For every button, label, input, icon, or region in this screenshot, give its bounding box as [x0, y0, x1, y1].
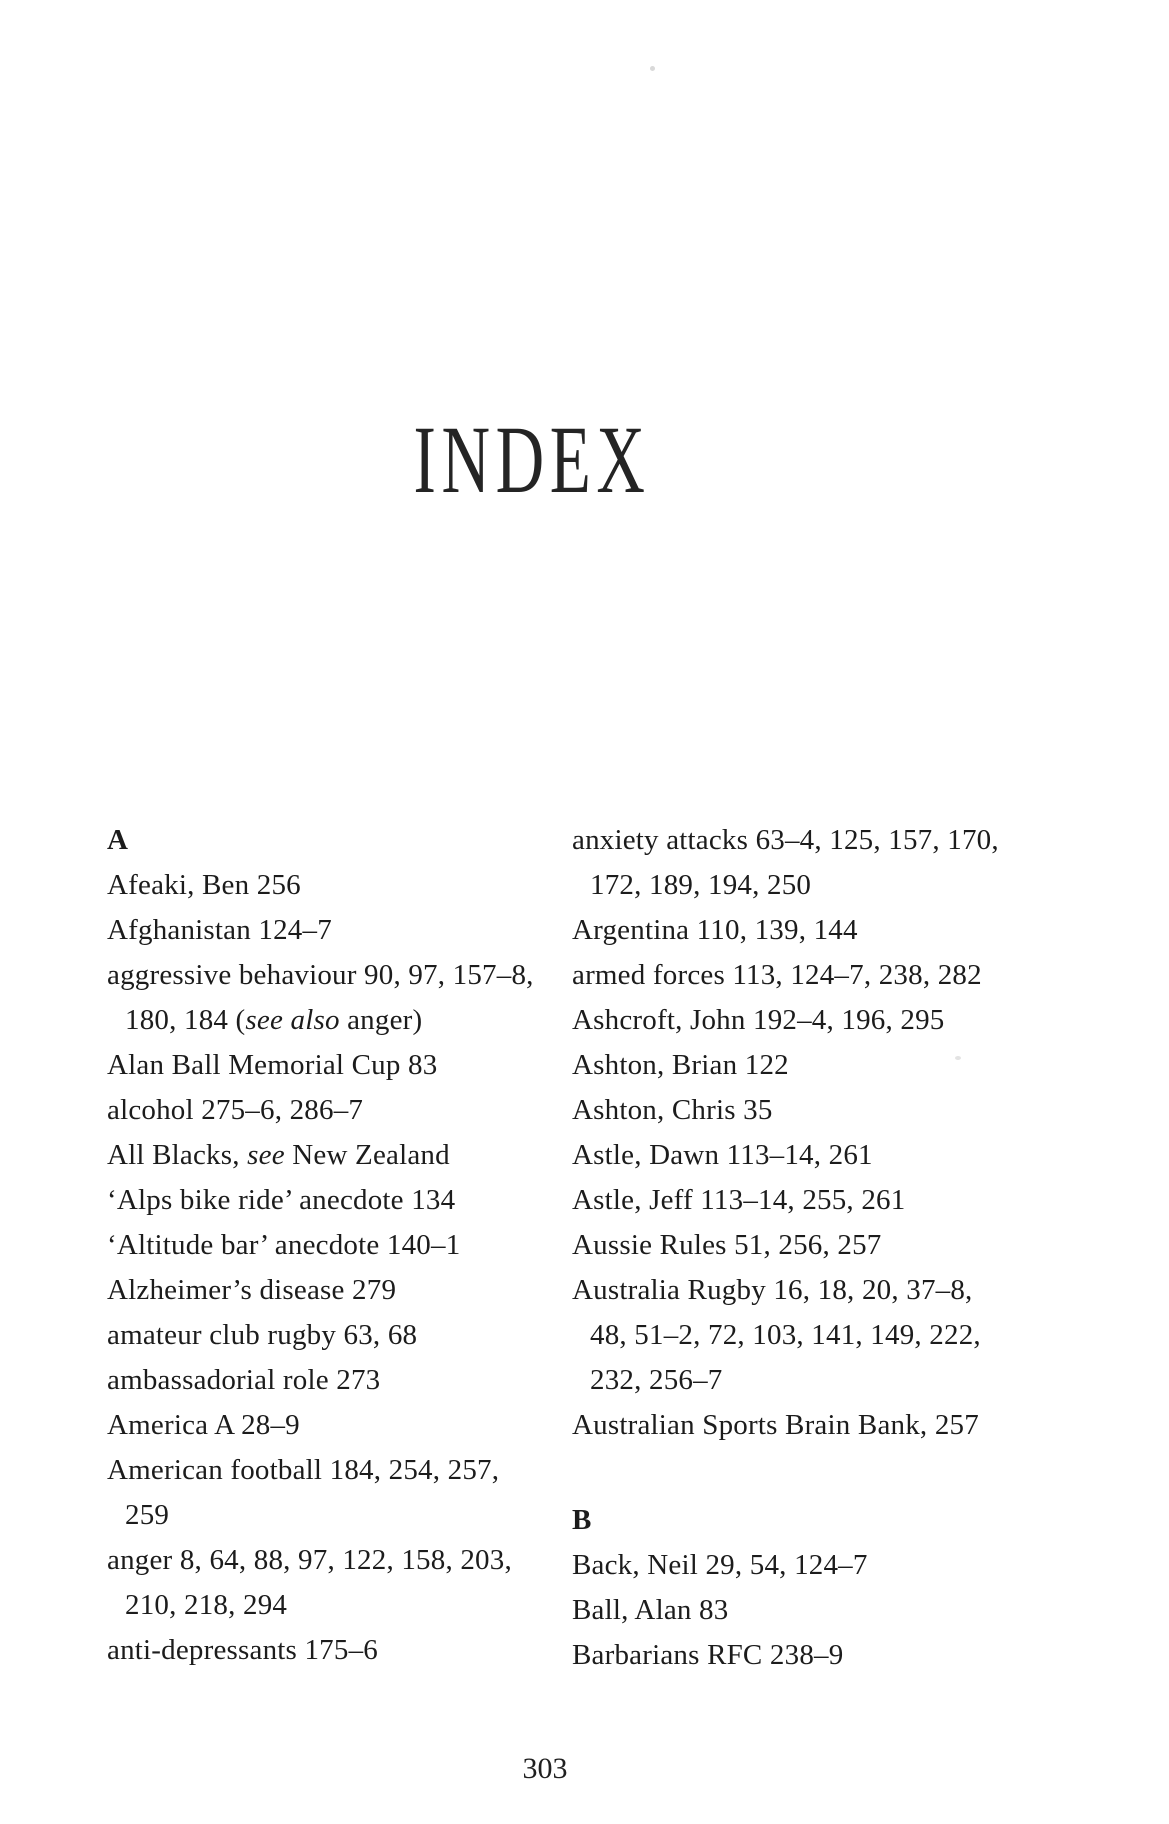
index-entry-line: Back, Neil 29, 54, 124–7: [572, 1549, 868, 1581]
index-entry-line: ‘Alps bike ride’ anecdote 134: [107, 1184, 456, 1216]
index-entry-line: All Blacks, see New Zealand: [107, 1139, 450, 1171]
index-entry-line: Argentina 110, 139, 144: [572, 914, 858, 946]
index-entry-line: 180, 184 (see also anger): [125, 1004, 423, 1036]
page-number: 303: [522, 1752, 568, 1785]
index-entry-line: Afeaki, Ben 256: [107, 869, 301, 901]
index-entry-line: anti-depressants 175–6: [107, 1634, 378, 1666]
index-entry-line: Ashton, Chris 35: [572, 1094, 773, 1126]
index-entry-line: ambassadorial role 273: [107, 1364, 381, 1396]
index-entry-line: armed forces 113, 124–7, 238, 282: [572, 959, 982, 991]
index-entry-line: aggressive behaviour 90, 97, 157–8,: [107, 959, 534, 991]
index-entry-line: Astle, Dawn 113–14, 261: [572, 1139, 873, 1171]
index-entry-line: Alan Ball Memorial Cup 83: [107, 1049, 438, 1081]
index-entry-line: 259: [125, 1499, 170, 1531]
index-entry-line: alcohol 275–6, 286–7: [107, 1094, 364, 1126]
index-column-left: [107, 818, 557, 1673]
index-entry-line: American football 184, 254, 257,: [107, 1454, 500, 1486]
index-entry-line: Ashcroft, John 192–4, 196, 295: [572, 1004, 945, 1036]
section-heading: B: [572, 1504, 592, 1536]
index-entry-line: Ashton, Brian 122: [572, 1049, 789, 1081]
index-entry-line: Ball, Alan 83: [572, 1594, 729, 1626]
scan-speck: [955, 1056, 961, 1060]
index-entry-line: ‘Altitude bar’ anecdote 140–1: [107, 1229, 461, 1261]
index-entry-line: anger 8, 64, 88, 97, 122, 158, 203,: [107, 1544, 512, 1576]
section-heading: A: [107, 824, 129, 856]
index-entry-line: Afghanistan 124–7: [107, 914, 332, 946]
index-entry-line: Astle, Jeff 113–14, 255, 261: [572, 1184, 906, 1216]
index-entry-line: Alzheimer’s disease 279: [107, 1274, 397, 1306]
index-entry-line: America A 28–9: [107, 1409, 300, 1441]
index-entry-line: 232, 256–7: [590, 1364, 723, 1396]
index-entry-line: Australian Sports Brain Bank, 257: [572, 1409, 979, 1441]
index-entry-line: Australia Rugby 16, 18, 20, 37–8,: [572, 1274, 973, 1306]
index-entry-line: amateur club rugby 63, 68: [107, 1319, 418, 1351]
scan-speck: [650, 66, 655, 71]
index-entry-line: Aussie Rules 51, 256, 257: [572, 1229, 882, 1261]
index-entry-line: 172, 189, 194, 250: [590, 869, 812, 901]
index-entry-line: 48, 51–2, 72, 103, 141, 149, 222,: [590, 1319, 981, 1351]
index-column-right: [572, 818, 1102, 1678]
index-entry-line: Barbarians RFC 238–9: [572, 1639, 844, 1671]
index-entry-line: anxiety attacks 63–4, 125, 157, 170,: [572, 824, 999, 856]
index-entry-line: 210, 218, 294: [125, 1589, 288, 1621]
page-title: INDEX: [413, 406, 651, 513]
